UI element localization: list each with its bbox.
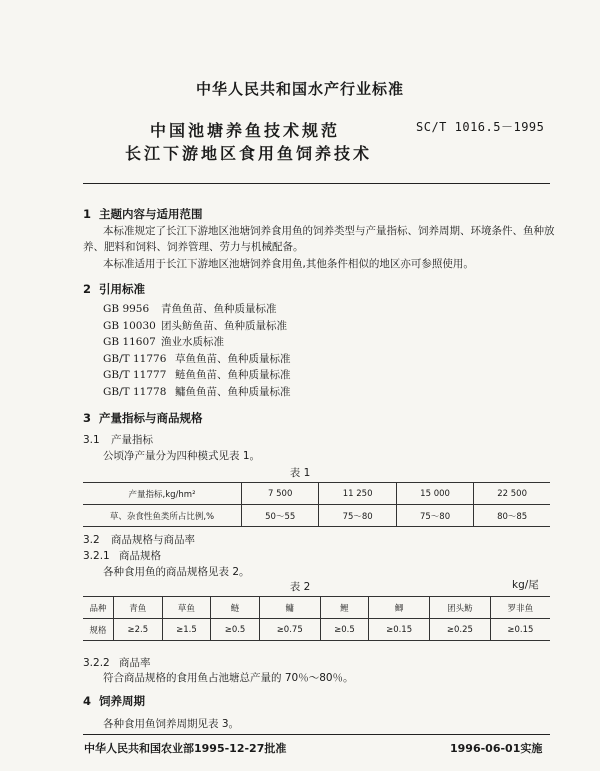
table-row: 规格 ≥2.5 ≥1.5 ≥0.5 ≥0.75 ≥0.5 ≥0.15 ≥0.25 ≥0.15	[83, 619, 550, 641]
reference-item: GB/T 11776 草鱼鱼苗、鱼种质量标准	[103, 352, 291, 365]
subsection-3-1-heading: 3.1 产量指标	[83, 434, 153, 446]
standard-title-line1: 中国池塘养鱼技术规范	[150, 121, 341, 140]
section-1-heading	[83, 206, 203, 222]
effective-date: 1996-06-01实施	[450, 742, 543, 755]
subsection-3-1-text: 公顷净产量分为四种模式见表 1。	[103, 450, 261, 462]
header-divider	[83, 183, 550, 184]
section-title: 引用标准	[99, 282, 145, 296]
table-2-caption: 表 2	[289, 581, 311, 593]
subsection-3-2-2-heading: 3.2.2 商品率	[83, 657, 151, 669]
section-number: 4	[83, 694, 92, 708]
table-2	[83, 596, 550, 641]
section-number: 3	[83, 411, 92, 425]
table-row: 产量指标,kg/hm² 7 500 11 250 15 000 22 500	[83, 483, 550, 505]
section-title: 饲养周期	[99, 694, 145, 708]
section-number: 2	[83, 282, 92, 296]
subsection-3-2-2-text: 符合商品规格的食用鱼占池塘总产量的 70％～80％。	[103, 672, 354, 684]
section-2-heading	[83, 281, 145, 297]
section-number: 1	[83, 207, 92, 221]
issuer-title: 中华人民共和国水产行业标准	[195, 80, 404, 98]
table-row: 草、杂食性鱼类所占比例,% 50～55 75～80 75～80 80～85	[83, 505, 550, 527]
section-3-heading	[83, 410, 203, 426]
table-row: 品种 青鱼 草鱼 鲢 鳙 鲤 鲫 团头鲂 罗非鱼	[83, 597, 550, 619]
reference-list	[103, 301, 291, 400]
section-1-paragraph-2: 本标准适用于长江下游地区池塘饲养食用鱼,其他条件相似的地区亦可参照使用。	[103, 258, 474, 270]
table-2-unit: kg/尾	[512, 579, 539, 591]
footer-divider	[83, 734, 550, 735]
standard-title-line2: 长江下游地区食用鱼饲养技术	[125, 144, 373, 163]
reference-item: GB/T 11777 鲢鱼鱼苗、鱼种质量标准	[103, 369, 291, 381]
standard-code: SC/T 1016.5－1995	[416, 120, 545, 134]
section-1-paragraph-1-line-2: 养、肥料和饲料、饲养管理、劳力与机械配备。	[83, 241, 304, 253]
section-4-text: 各种食用鱼饲养周期见表 3。	[103, 718, 240, 730]
table-1	[83, 482, 550, 527]
subsection-3-2-1-heading: 3.2.1 商品规格	[83, 550, 161, 562]
section-4-heading	[83, 693, 145, 709]
reference-item: GB 9956 青鱼鱼苗、鱼种质量标准	[103, 303, 277, 315]
subsection-3-2-1-text: 各种食用鱼的商品规格见表 2。	[103, 566, 250, 578]
approval-note: 中华人民共和国农业部1995-12-27批准	[84, 742, 287, 755]
section-title: 产量指标与商品规格	[99, 411, 203, 425]
section-1-paragraph-1-line-1: 本标准规定了长江下游地区池塘饲养食用鱼的饲养类型与产量指标、饲养周期、环境条件、鱼种放	[103, 225, 555, 237]
reference-item: GB 11607 渔业水质标准	[103, 336, 224, 348]
reference-item: GB/T 11778 鳙鱼鱼苗、鱼种质量标准	[103, 385, 291, 398]
subsection-3-2-heading: 3.2 商品规格与商品率	[83, 534, 195, 546]
section-title: 主题内容与适用范围	[99, 207, 203, 221]
reference-item: GB 10030 团头鲂鱼苗、鱼种质量标准	[103, 319, 287, 332]
table-1-caption: 表 1	[289, 467, 311, 479]
